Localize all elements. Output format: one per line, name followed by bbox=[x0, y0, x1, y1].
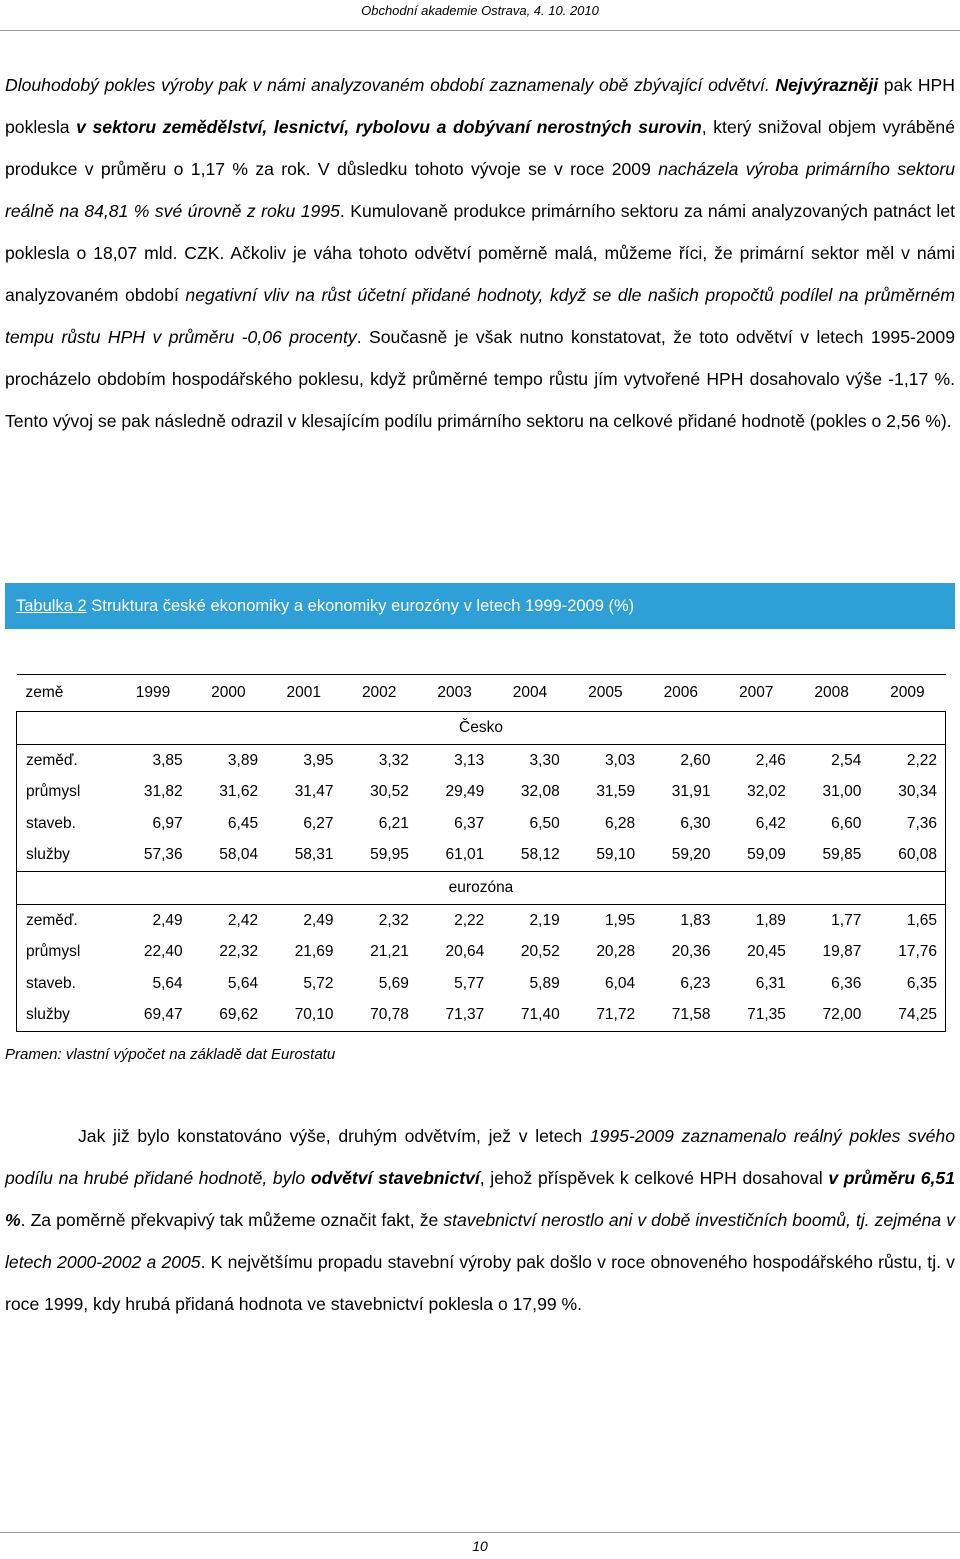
table-cell: 5,77 bbox=[454, 974, 485, 992]
text-run: stavebnictví nerostlo ani v době investičních boomů, tj. zejména v letech 2000-2002 a 2005 bbox=[5, 1210, 955, 1272]
table-cell: 32,08 bbox=[520, 783, 560, 801]
text-run: . K největšímu propadu stavební výroby pak došlo v roce obnoveného hospodářského růstu, tj. v roce 1999, kdy hrubá přidaná hodnota ve stavebnictví poklesla o 17,99 %. bbox=[5, 1252, 955, 1314]
table-header-cell: 2004 bbox=[492, 675, 567, 712]
table-row-label: staveb. bbox=[17, 968, 116, 1000]
footer-rule bbox=[0, 1532, 960, 1533]
text-run: . Kumulovaně produkce primárního sektoru za námi analyzovaných patnáct let poklesla o 18,07 mld. CZK. Ačkoliv je váha tohoto odvětví poměrně malá, můžeme říci, že primární sektor měl v námi analyzovaném období bbox=[5, 201, 956, 305]
table-cell: 22,32 bbox=[219, 943, 259, 961]
economy-structure-table bbox=[16, 674, 946, 1032]
table-cell: 69,62 bbox=[191, 1000, 266, 1032]
table-row bbox=[17, 1000, 946, 1032]
table-cell: 6,28 bbox=[604, 814, 636, 832]
table-cell: 6,21 bbox=[378, 814, 409, 832]
table-row-label: zeměď. bbox=[17, 745, 116, 777]
table-cell: 3,30 bbox=[529, 751, 560, 769]
table-cell: 6,37 bbox=[454, 814, 485, 832]
table-cell: 6,27 bbox=[303, 814, 334, 832]
table-header-cell: 2000 bbox=[191, 675, 266, 712]
table-header-cell: 2003 bbox=[417, 675, 492, 712]
paragraph-primary-sector bbox=[5, 64, 955, 442]
table-cell: 6,36 bbox=[831, 974, 862, 992]
table-cell: 19,87 bbox=[822, 943, 862, 961]
table-header-cell: 2007 bbox=[719, 675, 794, 712]
table-row bbox=[17, 745, 946, 777]
table-row bbox=[17, 905, 946, 937]
table-cell: 20,52 bbox=[520, 943, 560, 961]
table-cell: 2,46 bbox=[755, 751, 786, 769]
table-cell: 1,89 bbox=[755, 911, 786, 929]
table-cell: 2,19 bbox=[529, 911, 560, 929]
table-row-label: služby bbox=[17, 1000, 116, 1032]
table-cell: 20,45 bbox=[747, 943, 786, 961]
table-cell: 58,04 bbox=[191, 840, 266, 872]
table-cell: 6,23 bbox=[680, 974, 711, 992]
table-cell: 2,22 bbox=[454, 911, 485, 929]
text-run: negativní vliv na růst účetní přidané hodnoty, když se dle našich propočtů podílel na průměrném tempu růstu HPH v průměru -0,06 procenty bbox=[5, 285, 955, 347]
text-run: . Současně je však nutno konstatovat, že toto odvětví v letech 1995-2009 procházelo obdobím hospodářského poklesu, když průměrné tempo růstu jím vytvořené HPH dosahovalo výše -1,17 %. Tento vývoj se pak následně odrazil v klesajícím podílu primárního sektoru na celkové přidané hodnotě (pokles o 2,56 %). bbox=[5, 327, 955, 431]
table-cell: 32,02 bbox=[747, 783, 786, 801]
table-cell: 22,40 bbox=[143, 943, 183, 961]
table-cell: 60,08 bbox=[869, 840, 945, 872]
table-cell: 31,82 bbox=[143, 783, 183, 801]
table-cell: 20,36 bbox=[671, 943, 711, 961]
table-cell: 57,36 bbox=[115, 840, 190, 872]
table-cell: 31,47 bbox=[294, 783, 334, 801]
table-cell: 5,69 bbox=[378, 974, 409, 992]
table-cell: 3,32 bbox=[378, 751, 409, 769]
table-row-label: zeměď. bbox=[17, 905, 116, 937]
table-cell: 1,77 bbox=[831, 911, 862, 929]
table-group-label: Česko bbox=[17, 712, 946, 745]
table-cell: 21,21 bbox=[370, 943, 409, 961]
table-cell: 6,97 bbox=[152, 814, 183, 832]
text-run: 1995-2009 zaznamenalo reálný pokles svého podílu na hrubé přidané hodnotě, bylo bbox=[5, 1126, 955, 1188]
table-cell: 6,31 bbox=[755, 974, 786, 992]
table-row-label: průmysl bbox=[17, 937, 116, 969]
table-cell: 70,78 bbox=[341, 1000, 416, 1032]
table-cell: 61,01 bbox=[417, 840, 492, 872]
table-header-cell: 2005 bbox=[568, 675, 643, 712]
text-run: . Za poměrně překvapivý tak můžeme označit fakt, že bbox=[20, 1210, 444, 1230]
table-header-cell: 2006 bbox=[643, 675, 718, 712]
table-cell: 3,85 bbox=[152, 751, 183, 769]
table-cell: 21,69 bbox=[294, 943, 334, 961]
table-cell: 6,50 bbox=[529, 814, 560, 832]
table-header-cell: 2002 bbox=[341, 675, 416, 712]
text-run: Jak již bylo konstatováno výše, druhým odvětvím, jež v letech bbox=[78, 1126, 590, 1146]
table-cell: 71,72 bbox=[568, 1000, 643, 1032]
table-cell: 6,42 bbox=[755, 814, 786, 832]
table-cell: 59,09 bbox=[719, 840, 794, 872]
table-header-cell: země bbox=[17, 675, 116, 712]
table-cell: 3,13 bbox=[454, 751, 485, 769]
table-cell: 71,40 bbox=[492, 1000, 567, 1032]
table-row-label: průmysl bbox=[17, 777, 116, 809]
table-header-cell: 2009 bbox=[869, 675, 945, 712]
table-cell: 6,60 bbox=[831, 814, 862, 832]
table-cell: 59,20 bbox=[643, 840, 718, 872]
table-cell: 58,31 bbox=[266, 840, 341, 872]
table-cell: 2,42 bbox=[227, 911, 259, 929]
header-text: Obchodní akademie Ostrava, 4. 10. 2010 bbox=[361, 3, 599, 18]
table-cell: 5,64 bbox=[227, 974, 259, 992]
table-cell: 58,12 bbox=[492, 840, 567, 872]
table-row bbox=[17, 808, 946, 840]
table-cell: 1,65 bbox=[869, 905, 945, 937]
text-run: , jehož příspěvek k celkové HPH dosahoval bbox=[479, 1168, 829, 1188]
table-header-row bbox=[17, 675, 946, 712]
table-source-note: Pramen: vlastní výpočet na základě dat Eurostatu bbox=[5, 1046, 336, 1063]
table-cell: 2,22 bbox=[869, 745, 945, 777]
text-run: Dlouhodobý pokles výroby pak v námi analyzovaném období zaznamenaly obě zbývající odvětví. bbox=[5, 75, 776, 95]
table-cell: 2,60 bbox=[680, 751, 711, 769]
table-cell: 17,76 bbox=[869, 937, 945, 969]
table-caption bbox=[5, 583, 955, 629]
text-run: pak HPH poklesla bbox=[5, 75, 955, 137]
caption-text: Struktura české ekonomiky a ekonomiky eurozóny v letech 1999-2009 (%) bbox=[86, 597, 635, 615]
table-cell: 6,30 bbox=[680, 814, 711, 832]
table-cell: 31,91 bbox=[671, 783, 711, 801]
table-row bbox=[17, 937, 946, 969]
table-row-label: služby bbox=[17, 840, 116, 872]
table-cell: 6,45 bbox=[227, 814, 259, 832]
table-cell: 1,95 bbox=[604, 911, 636, 929]
table-cell: 31,00 bbox=[822, 783, 862, 801]
table-row bbox=[17, 777, 946, 809]
text-run: Nejvýrazněji bbox=[775, 75, 879, 95]
table-cell: 30,52 bbox=[370, 783, 409, 801]
text-run: nacházela výroba primárního sektoru reálně na 84,81 % své úrovně z roku 1995 bbox=[5, 159, 955, 221]
table-header-cell: 2008 bbox=[794, 675, 869, 712]
table-cell: 5,89 bbox=[529, 974, 560, 992]
table-cell: 2,49 bbox=[152, 911, 183, 929]
page-number: 10 bbox=[472, 1538, 488, 1554]
table-cell: 71,58 bbox=[643, 1000, 718, 1032]
table-cell: 1,83 bbox=[680, 911, 711, 929]
table-cell: 3,89 bbox=[227, 751, 259, 769]
table-cell: 71,35 bbox=[719, 1000, 794, 1032]
table-cell: 2,54 bbox=[831, 751, 862, 769]
table-cell: 6,35 bbox=[869, 968, 945, 1000]
page-header bbox=[0, 0, 960, 31]
table-row bbox=[17, 840, 946, 872]
text-run: v sektoru zemědělství, lesnictví, rybolovu a dobývaní nerostných surovin bbox=[76, 117, 702, 137]
table-cell: 69,47 bbox=[115, 1000, 190, 1032]
table-cell: 70,10 bbox=[266, 1000, 341, 1032]
table-cell: 20,28 bbox=[596, 943, 636, 961]
table-cell: 20,64 bbox=[445, 943, 485, 961]
table-cell: 31,62 bbox=[219, 783, 259, 801]
table-cell: 59,10 bbox=[568, 840, 643, 872]
text-run: odvětví stavebnictví bbox=[310, 1168, 480, 1188]
table-group-row bbox=[17, 712, 946, 745]
table-cell: 59,85 bbox=[794, 840, 869, 872]
table-row bbox=[17, 968, 946, 1000]
table-cell: 72,00 bbox=[794, 1000, 869, 1032]
table-group-label: eurozóna bbox=[17, 872, 946, 905]
table-header-cell: 1999 bbox=[115, 675, 190, 712]
caption-label: Tabulka 2 bbox=[16, 597, 87, 615]
table-cell: 30,34 bbox=[869, 777, 945, 809]
paragraph-construction-sector bbox=[5, 1115, 955, 1325]
table-cell: 3,95 bbox=[303, 751, 334, 769]
table-cell: 71,37 bbox=[417, 1000, 492, 1032]
table-cell: 74,25 bbox=[869, 1000, 945, 1032]
table-cell: 31,59 bbox=[596, 783, 636, 801]
table-cell: 29,49 bbox=[445, 783, 485, 801]
table-row-label: staveb. bbox=[17, 808, 116, 840]
text-run: v průměru 6,51 % bbox=[5, 1168, 955, 1230]
table-cell: 3,03 bbox=[604, 751, 636, 769]
table-group-row bbox=[17, 872, 946, 905]
text-run: , který snižoval objem vyráběné produkce v průměru o 1,17 % za rok. V důsledku tohoto vývoje se v roce 2009 bbox=[5, 117, 955, 179]
table-cell: 59,95 bbox=[341, 840, 416, 872]
table-cell: 2,32 bbox=[378, 911, 409, 929]
table-cell: 5,64 bbox=[152, 974, 183, 992]
table-cell: 2,49 bbox=[303, 911, 334, 929]
table-cell: 5,72 bbox=[303, 974, 334, 992]
table-header-cell: 2001 bbox=[266, 675, 341, 712]
table-cell: 6,04 bbox=[604, 974, 636, 992]
table-cell: 7,36 bbox=[869, 808, 945, 840]
